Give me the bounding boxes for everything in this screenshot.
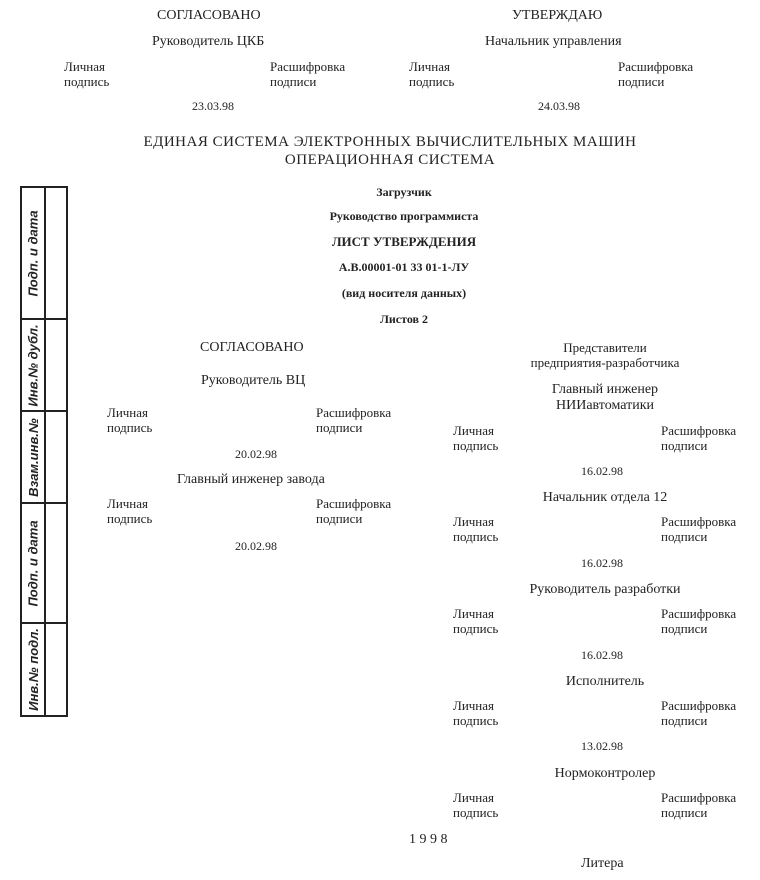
right-entry-sign-label: Личная подпись	[453, 698, 499, 728]
top-right-position: Начальник управления	[485, 34, 622, 49]
top-right-heading: УТВЕРЖДАЮ	[512, 8, 603, 23]
left-entry-decode-label: Расшифровка подписи	[316, 405, 392, 435]
top-left-heading: СОГЛАСОВАНО	[157, 8, 261, 23]
stamp-row	[22, 412, 66, 504]
right-entry-date: 13.02.98	[581, 739, 623, 753]
right-entry-date: 16.02.98	[581, 648, 623, 662]
system-title-line2: ОПЕРАЦИОННАЯ СИСТЕМА	[284, 152, 496, 168]
right-entry-position: Нормоконтролер	[554, 766, 656, 781]
litera-label: Литера	[581, 856, 624, 871]
right-entry-decode-label: Расшифровка подписи	[661, 790, 737, 820]
stamp-row	[22, 320, 66, 412]
right-entry-sign-label: Личная подпись	[453, 790, 499, 820]
right-entry-decode-label: Расшифровка подписи	[661, 606, 737, 636]
stamp-row	[22, 188, 66, 320]
top-left-decode-label: Расшифровка подписи	[270, 59, 346, 89]
doc-sheet-title: ЛИСТ УТВЕРЖДЕНИЯ	[331, 234, 477, 249]
doc-name: Загрузчик	[376, 185, 432, 199]
doc-sheets-count: Листов 2	[379, 312, 429, 326]
left-entry-position: Главный инженер завода	[177, 472, 325, 487]
left-entry-sign-label: Личная подпись	[107, 405, 153, 435]
stamp-row	[22, 504, 66, 624]
right-entry-position: Руководитель разработки	[529, 582, 681, 597]
system-title-line1: ЕДИНАЯ СИСТЕМА ЭЛЕКТРОННЫХ ВЫЧИСЛИТЕЛЬНЫХ МАШИН	[143, 134, 637, 150]
year: 1 9 9 8	[409, 832, 448, 847]
left-entry-position: Руководитель ВЦ	[201, 373, 306, 388]
stamp-label: Инв.№ дубл.	[25, 323, 41, 407]
right-entry-position: Начальник отдела 12	[542, 490, 668, 505]
stamp-label: Подп. и дата	[25, 519, 41, 607]
left-entry-decode-label: Расшифровка подписи	[316, 496, 392, 526]
right-entry-sign-label: Личная подпись	[453, 423, 499, 453]
stamp-row	[22, 624, 66, 715]
right-entry-position: Главный инженер НИИавтоматики	[551, 382, 659, 414]
right-block-heading: Представители предприятия-разработчика	[530, 340, 680, 370]
doc-code: А.В.00001-01 33 01-1-ЛУ	[338, 260, 470, 274]
top-left-sign-label: Личная подпись	[64, 59, 110, 89]
right-entry-sign-label: Личная подпись	[453, 514, 499, 544]
left-entry-date: 20.02.98	[235, 447, 277, 461]
top-right-sign-label: Личная подпись	[409, 59, 455, 89]
doc-media: (вид носителя данных)	[341, 286, 467, 300]
stamp-label: Инв.№ подл.	[25, 628, 41, 711]
right-entry-decode-label: Расшифровка подписи	[661, 514, 737, 544]
top-right-decode-label: Расшифровка подписи	[618, 59, 694, 89]
stamp-label: Подп. и дата	[25, 209, 41, 297]
right-entry-decode-label: Расшифровка подписи	[661, 423, 737, 453]
side-stamp	[20, 186, 68, 717]
stamp-label: Взам.инв.№	[25, 417, 41, 497]
right-entry-date: 16.02.98	[581, 556, 623, 570]
right-entry-decode-label: Расшифровка подписи	[661, 698, 737, 728]
right-entry-sign-label: Личная подпись	[453, 606, 499, 636]
doc-type: Руководство программиста	[329, 209, 479, 223]
top-right-date: 24.03.98	[538, 99, 580, 113]
left-entry-date: 20.02.98	[235, 539, 277, 553]
left-entry-sign-label: Личная подпись	[107, 496, 153, 526]
top-left-date: 23.03.98	[192, 99, 234, 113]
right-entry-date: 16.02.98	[581, 464, 623, 478]
top-left-position: Руководитель ЦКБ	[152, 34, 265, 49]
right-entry-position: Исполнитель	[565, 674, 645, 689]
left-block-heading: СОГЛАСОВАНО	[200, 340, 304, 355]
